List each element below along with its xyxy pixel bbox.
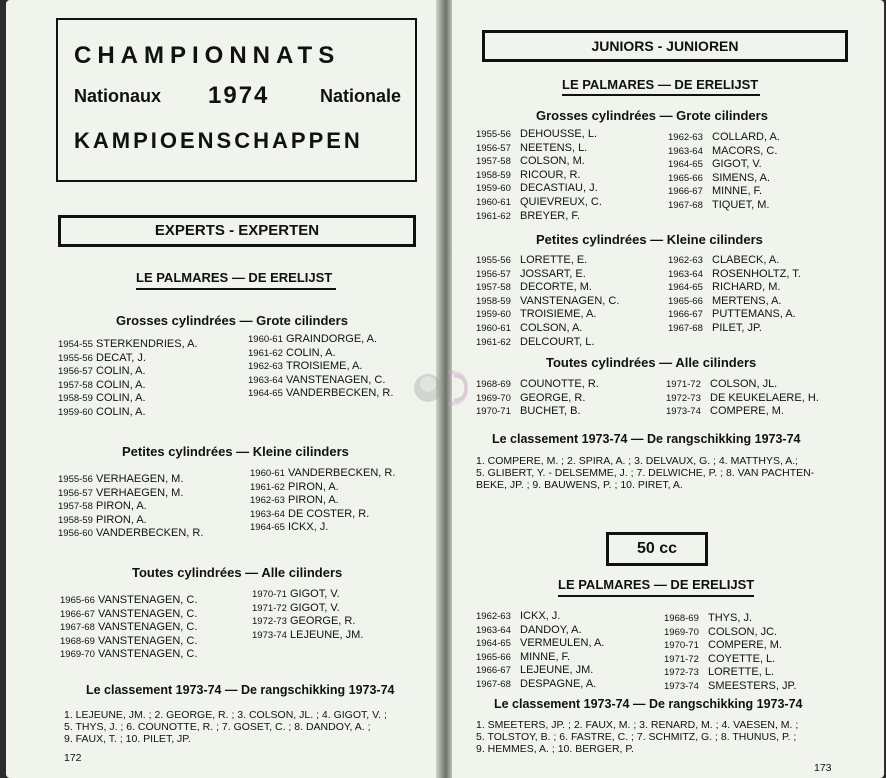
- classement-line: BEKE, JP. ; 9. BAUWENS, P. ; 10. PIRET, A.: [476, 479, 683, 491]
- list-item: 1955-56 LORETTE, E.: [476, 254, 588, 266]
- list-item: 1965-66 MERTENS, A.: [668, 294, 782, 307]
- left-classement-text: [64, 709, 434, 745]
- list-item: 1971-72 COLSON, JL.: [666, 378, 778, 390]
- list-item: 1956-57 NEETENS, L.: [476, 141, 588, 154]
- list-item: 1955-56 VERHAEGEN, M.: [58, 473, 184, 485]
- list-item: 1962-63 CLABECK, A.: [668, 254, 780, 266]
- right-toutes-col1: [476, 378, 599, 419]
- list-item: 1964-65 ICKX, J.: [250, 521, 329, 534]
- left-petites-col2: [250, 467, 395, 535]
- left-toutes-col2: [252, 588, 363, 642]
- right-toutes-col2: [666, 378, 819, 419]
- right-classement2-heading: Le classement 1973-74 — De rangschikking 1973-74: [494, 697, 803, 711]
- right-grosses-col1: [476, 128, 602, 223]
- list-item: 1970-71 GIGOT, V.: [252, 588, 340, 600]
- list-item: 1963-64 DANDOY, A.: [476, 623, 582, 636]
- list-item: 1972-73 DE KEUKELAERE, H.: [666, 391, 819, 404]
- title-year: 1974: [208, 82, 270, 109]
- list-item: 1961-62 BREYER, F.: [476, 209, 580, 222]
- classement-line: 1. LEJEUNE, JM. ; 2. GEORGE, R. ; 3. COLSON, JL. ; 4. GIGOT, V. ;: [64, 709, 387, 721]
- right-petites-col2: [668, 254, 801, 336]
- list-item: 1960-61 VANDERBECKEN, R.: [250, 467, 396, 479]
- right-group-heading-toutes: Toutes cylindrées — Alle cilinders: [546, 355, 757, 370]
- list-item: 1960-61 COLSON, A.: [476, 321, 583, 334]
- 50cc-section-bar: 50 cc: [606, 532, 708, 566]
- list-item: 1973-74 SMEESTERS, JP.: [664, 679, 797, 692]
- list-item: 1963-64 MACORS, C.: [668, 144, 778, 157]
- classement-line: 1. SMEETERS, JP. ; 2. FAUX, M. ; 3. RENARD, M. ; 4. VAESEN, M. ;: [476, 719, 799, 731]
- list-item: 1964-65 VERMEULEN, A.: [476, 637, 605, 650]
- list-item: 1955-56 DECAT, J.: [58, 351, 146, 364]
- list-item: 1967-68 TIQUET, M.: [668, 198, 770, 211]
- list-item: 1956-57 JOSSART, E.: [476, 267, 586, 280]
- list-item: 1961-62 COLIN, A.: [248, 346, 336, 359]
- left-toutes-col1: [60, 594, 197, 662]
- left-grosses-col2: [248, 333, 393, 401]
- list-item: 1966-67 MINNE, F.: [668, 185, 763, 198]
- title-nationale: Nationale: [320, 86, 402, 106]
- list-item: 1969-70 GEORGE, R.: [476, 391, 586, 404]
- list-item: 1972-73 GEORGE, R.: [252, 615, 356, 628]
- right-classement-text: [476, 455, 874, 491]
- left-group-heading-petites: Petites cylindrées — Kleine cilinders: [122, 444, 349, 459]
- list-item: 1966-67 PUTTEMANS, A.: [668, 308, 796, 321]
- list-item: 1964-65 GIGOT, V.: [668, 158, 762, 171]
- list-item: 1964-65 VANDERBECKEN, R.: [248, 387, 394, 400]
- list-item: 1968-69 COUNOTTE, R.: [476, 378, 599, 390]
- right-palmares-heading: LE PALMARES — DE ERELIJST: [562, 77, 759, 92]
- left-group-heading-grosses: Grosses cylindrées — Grote cilinders: [116, 313, 348, 328]
- list-item: 1965-66 VANSTENAGEN, C.: [60, 594, 198, 606]
- title-kampioenschappen: KAMPIOENSCHAPPEN: [74, 128, 363, 153]
- list-item: 1964-65 RICHARD, M.: [668, 281, 781, 294]
- list-item: 1963-64 DE COSTER, R.: [250, 507, 370, 520]
- page-number-right: 173: [814, 762, 832, 774]
- list-item: 1963-64 ROSENHOLTZ, T.: [668, 267, 801, 280]
- list-item: 1967-68 DESPAGNE, A.: [476, 677, 597, 690]
- list-item: 1968-69 VANSTENAGEN, C.: [60, 634, 198, 647]
- list-item: 1961-62 DELCOURT, L.: [476, 335, 595, 348]
- list-item: 1955-56 DEHOUSSE, L.: [476, 128, 598, 140]
- list-item: 1963-64 VANSTENAGEN, C.: [248, 373, 386, 386]
- list-item: 1958-59 RICOUR, R.: [476, 168, 581, 181]
- right-group-heading-petites: Petites cylindrées — Kleine cilinders: [536, 232, 763, 247]
- left-grosses-col1: [58, 338, 197, 420]
- classement-line: 9. FAUX, T. ; 10. PILET, JP.: [64, 733, 191, 745]
- left-group-heading-toutes: Toutes cylindrées — Alle cilinders: [132, 565, 343, 580]
- list-item: 1970-71 COMPERE, M.: [664, 639, 782, 652]
- left-page: [6, 0, 438, 778]
- list-item: 1962-63 TROISIEME, A.: [248, 360, 363, 373]
- list-item: 1971-72 COYETTE, L.: [664, 652, 776, 665]
- list-item: 1971-72 GIGOT, V.: [252, 601, 340, 614]
- list-item: 1961-62 PIRON, A.: [250, 480, 339, 493]
- juniors-section-bar: JUNIORS - JUNIOREN: [482, 30, 848, 62]
- left-petites-col1: [58, 473, 203, 541]
- list-item: 1969-70 VANSTENAGEN, C.: [60, 648, 198, 661]
- list-item: 1972-73 LORETTE, L.: [664, 666, 775, 679]
- list-item: 1958-59 COLIN, A.: [58, 392, 146, 405]
- list-item: 1973-74 LEJEUNE, JM.: [252, 628, 364, 641]
- list-item: 1968-69 THYS, J.: [664, 612, 753, 624]
- right-palmares2-heading: LE PALMARES — DE ERELIJST: [558, 577, 755, 592]
- list-item: 1966-67 LEJEUNE, JM.: [476, 664, 594, 677]
- title-championnats: CHAMPIONNATS: [74, 42, 341, 69]
- championship-title-box: [56, 18, 417, 182]
- list-item: 1958-59 VANSTENAGEN, C.: [476, 294, 620, 307]
- list-item: 1967-68 PILET, JP.: [668, 321, 762, 334]
- right-group-heading-grosses: Grosses cylindrées — Grote cilinders: [536, 108, 768, 123]
- left-palmares-underline: [136, 288, 336, 290]
- title-nationaux: Nationaux: [74, 86, 162, 106]
- list-item: 1966-67 VANSTENAGEN, C.: [60, 607, 198, 620]
- list-item: 1973-74 COMPERE, M.: [666, 405, 784, 418]
- list-item: 1957-58 DECORTE, M.: [476, 281, 592, 294]
- list-item: 1959-60 COLIN, A.: [58, 405, 146, 418]
- left-classement-heading: Le classement 1973-74 — De rangschikking 1973-74: [86, 683, 395, 697]
- list-item: 1965-66 MINNE, F.: [476, 650, 571, 663]
- list-item: 1969-70 COLSON, JC.: [664, 625, 778, 638]
- list-item: 1957-58 PIRON, A.: [58, 500, 147, 513]
- watermark-logo: [408, 362, 478, 414]
- right-palmares-underline: [562, 94, 760, 96]
- list-item: 1954-55 STERKENDRIES, A.: [58, 338, 198, 350]
- list-item: 1962-63 PIRON, A.: [250, 494, 339, 507]
- list-item: 1970-71 BUCHET, B.: [476, 405, 581, 418]
- right-classement-heading: Le classement 1973-74 — De rangschikking 1973-74: [492, 432, 801, 446]
- list-item: 1956-60 VANDERBECKEN, R.: [58, 527, 204, 540]
- list-item: 1965-66 SIMENS, A.: [668, 171, 771, 184]
- list-item: 1959-60 DECASTIAU, J.: [476, 182, 598, 195]
- right-grosses-col2: [668, 131, 780, 213]
- list-item: 1956-57 COLIN, A.: [58, 365, 146, 378]
- right-classement2-text: [476, 719, 874, 755]
- right-50cc-col1: [476, 610, 604, 692]
- right-palmares2-underline: [558, 595, 754, 597]
- right-page: [452, 0, 884, 778]
- list-item: 1959-60 TROISIEME, A.: [476, 308, 597, 321]
- right-petites-col1: [476, 254, 619, 349]
- right-50cc-col2: [664, 612, 796, 694]
- left-palmares-heading: LE PALMARES — DE ERELIJST: [136, 270, 333, 285]
- list-item: 1958-59 PIRON, A.: [58, 513, 147, 526]
- list-item: 1960-61 QUIEVREUX, C.: [476, 195, 602, 208]
- list-item: 1962-63 COLLARD, A.: [668, 131, 780, 143]
- list-item: 1957-58 COLSON, M.: [476, 155, 585, 168]
- classement-line: 5. THYS, J. ; 6. COUNOTTE, R. ; 7. GOSET, C. ; 8. DANDOY, A. ;: [64, 721, 371, 733]
- classement-line: 5. TOLSTOY, B. ; 6. FASTRE, C. ; 7. SCHMITZ, G. ; 8. THUNUS, P. ;: [476, 731, 797, 743]
- list-item: 1967-68 VANSTENAGEN, C.: [60, 621, 198, 634]
- list-item: 1960-61 GRAINDORGE, A.: [248, 333, 378, 345]
- list-item: 1962-63 ICKX, J.: [476, 610, 561, 622]
- classement-line: 1. COMPERE, M. ; 2. SPIRA, A. ; 3. DELVAUX, G. ; 4. MATTHYS, A.;: [476, 455, 799, 467]
- list-item: 1957-58 COLIN, A.: [58, 378, 146, 391]
- experts-section-bar: EXPERTS - EXPERTEN: [58, 215, 416, 247]
- classement-line: 5. GLIBERT, Y. - DELSEMME, J. ; 7. DELWICHE, P. ; 8. VAN PACHTEN-: [476, 467, 815, 479]
- classement-line: 9. HEMMES, A. ; 10. BERGER, P.: [476, 743, 634, 755]
- page-number-left: 172: [64, 752, 82, 764]
- list-item: 1956-57 VERHAEGEN, M.: [58, 486, 184, 499]
